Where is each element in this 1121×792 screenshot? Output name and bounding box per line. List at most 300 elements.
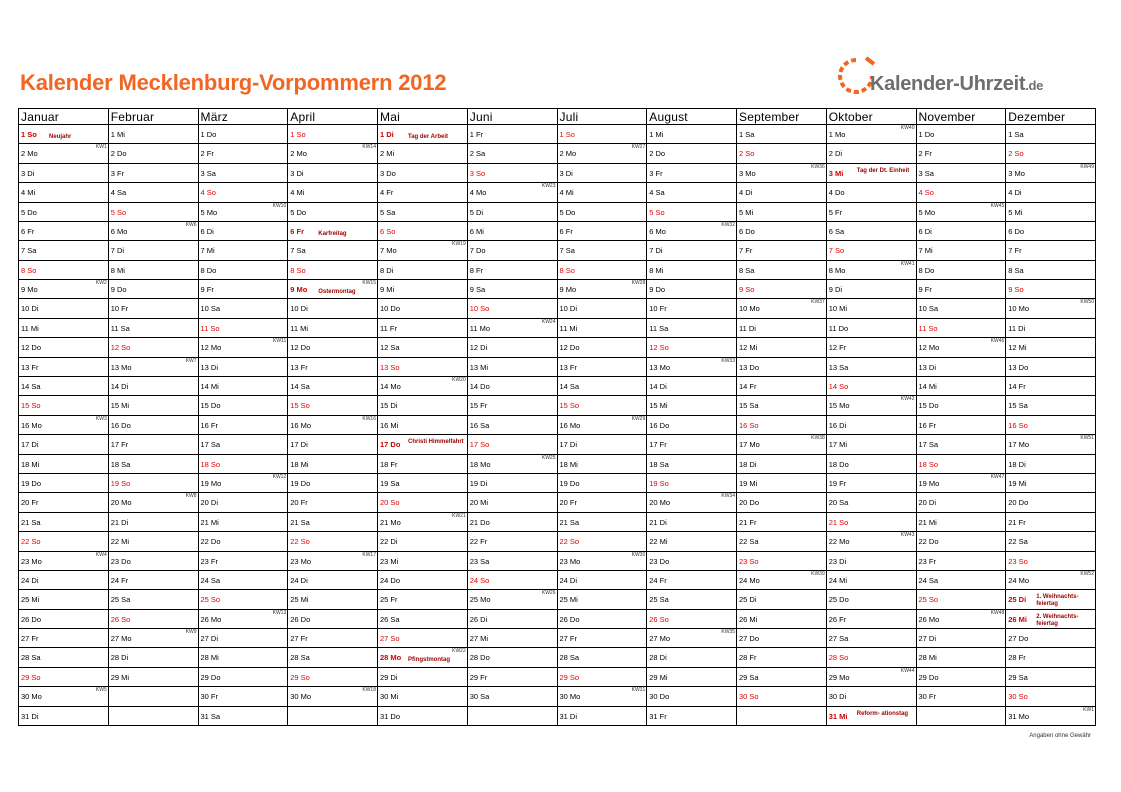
week-number: KW32 xyxy=(721,221,735,228)
day-label: 30 Sa xyxy=(469,692,490,702)
day-cell xyxy=(378,493,468,512)
day-cell xyxy=(647,241,737,260)
day-cell xyxy=(378,144,468,163)
day-cell xyxy=(468,358,558,377)
day-cell xyxy=(647,474,737,493)
day-cell xyxy=(199,552,289,571)
day-label: 26 Sa xyxy=(380,614,400,624)
day-label: 11 Di xyxy=(1008,323,1026,333)
day-label: 22 Mi xyxy=(110,537,130,547)
day-cell xyxy=(468,455,558,474)
day-cell xyxy=(378,319,468,338)
day-label: 19 Do xyxy=(21,478,42,488)
day-cell xyxy=(917,668,1007,687)
day-label: 2 So xyxy=(1008,149,1024,159)
day-cell xyxy=(647,513,737,532)
day-label: 7 Di xyxy=(110,246,125,256)
week-number: KW7 xyxy=(185,357,197,364)
day-cell xyxy=(468,280,558,299)
day-label: 9 Mi xyxy=(380,285,395,295)
day-label: 21 Sa xyxy=(559,517,580,527)
day-label: 22 Mo xyxy=(828,537,850,547)
day-cell xyxy=(1006,358,1096,377)
day-cell xyxy=(1006,513,1096,532)
day-cell xyxy=(917,183,1007,202)
day-cell xyxy=(827,629,917,648)
week-number: KW49 xyxy=(1080,163,1094,170)
day-cell xyxy=(199,241,289,260)
day-label: 22 So xyxy=(290,537,310,547)
day-cell xyxy=(288,280,378,299)
week-number: KW25 xyxy=(541,454,556,461)
day-label: 5 Do xyxy=(559,207,576,217)
day-cell xyxy=(378,125,468,144)
day-cell xyxy=(827,474,917,493)
day-cell xyxy=(827,435,917,454)
day-label: 15 Sa xyxy=(1008,401,1028,411)
day-cell xyxy=(1006,668,1096,687)
day-label: 25 Mi xyxy=(559,595,578,605)
day-label: 2 Fr xyxy=(200,149,214,159)
day-cell xyxy=(737,474,827,493)
day-label: 14 Fr xyxy=(739,382,757,392)
day-label: 15 Sa xyxy=(739,401,759,411)
day-label: 12 Mo xyxy=(200,343,222,353)
day-label: 10 Sa xyxy=(918,304,939,314)
day-cell xyxy=(647,532,737,551)
day-label: 21 Fr xyxy=(1008,517,1026,527)
day-cell xyxy=(558,513,648,532)
day-label: 4 Sa xyxy=(110,188,127,198)
day-label: 11 Sa xyxy=(649,323,669,333)
day-cell xyxy=(19,164,109,183)
day-cell xyxy=(468,552,558,571)
day-cell xyxy=(737,513,827,532)
day-cell xyxy=(288,144,378,163)
week-number: KW2 xyxy=(95,280,107,287)
day-label: 26 So xyxy=(110,614,131,624)
day-cell xyxy=(109,377,199,396)
month-header: September xyxy=(737,109,827,125)
day-cell xyxy=(288,435,378,454)
day-label: 8 So xyxy=(21,265,37,275)
day-label: 14 Di xyxy=(110,382,129,392)
week-number: KW31 xyxy=(631,687,646,694)
day-cell xyxy=(558,455,648,474)
day-label: 10 Di xyxy=(290,304,308,314)
day-label: 2 Fr xyxy=(918,149,932,159)
day-cell xyxy=(558,493,648,512)
day-label: 12 Mi xyxy=(1008,343,1027,353)
day-label: 6 Mi xyxy=(469,226,484,236)
week-number: KW21 xyxy=(452,512,466,519)
day-label: 18 So xyxy=(918,459,939,469)
day-cell xyxy=(737,319,827,338)
day-cell xyxy=(288,261,378,280)
day-label: 25 Sa xyxy=(649,595,669,605)
day-label: 26 Mo xyxy=(918,614,940,624)
day-label: 7 Fr xyxy=(1008,246,1022,256)
day-cell xyxy=(199,222,289,241)
day-cell xyxy=(737,571,827,590)
day-label: 2 Sa xyxy=(469,149,486,159)
day-cell xyxy=(468,532,558,551)
day-cell xyxy=(19,571,109,590)
day-cell xyxy=(827,222,917,241)
day-label: 15 So xyxy=(290,401,310,411)
day-label: 6 Mo xyxy=(110,226,128,236)
day-label: 27 Di xyxy=(200,634,219,644)
day-label: 16 Do xyxy=(649,420,670,430)
day-cell xyxy=(288,629,378,648)
day-label: 18 Fr xyxy=(380,459,398,469)
day-label: 8 Mi xyxy=(110,265,125,275)
day-label: 20 Fr xyxy=(559,498,578,508)
day-label: 20 Fr xyxy=(21,498,39,508)
day-label: 14 Mi xyxy=(200,382,219,392)
day-cell xyxy=(19,377,109,396)
day-label: 18 Do xyxy=(828,459,849,469)
week-number: KW5 xyxy=(95,687,107,694)
day-cell xyxy=(19,416,109,435)
day-label: 6 Do xyxy=(739,226,755,236)
day-cell xyxy=(917,552,1007,571)
day-label: 23 Mo xyxy=(21,556,42,566)
day-label: 11 Mi xyxy=(21,323,39,333)
day-label: 19 Mi xyxy=(739,478,758,488)
day-cell xyxy=(558,590,648,609)
day-cell xyxy=(827,299,917,318)
day-label: 27 Mo xyxy=(649,634,671,644)
day-cell xyxy=(288,377,378,396)
day-cell xyxy=(378,338,468,357)
day-cell xyxy=(19,299,109,318)
day-cell xyxy=(199,532,289,551)
day-label: 19 Sa xyxy=(380,478,400,488)
day-cell xyxy=(288,222,378,241)
week-number: KW28 xyxy=(631,280,646,287)
day-label: 17 Mo xyxy=(1008,440,1030,450)
day-cell xyxy=(199,629,289,648)
day-cell xyxy=(199,493,289,512)
day-label: 31 Di xyxy=(21,711,39,721)
day-label: 12 So xyxy=(649,343,669,353)
day-cell xyxy=(468,513,558,532)
month-header: Februar xyxy=(109,109,199,125)
day-label: 10 Fr xyxy=(110,304,129,314)
day-label: 3 Mo xyxy=(739,168,756,178)
day-label: 10 Mi xyxy=(828,304,848,314)
day-label: 24 Fr xyxy=(649,575,667,585)
holiday-name: Tag der Arbeit xyxy=(408,134,449,140)
day-label: 21 Fr xyxy=(739,517,757,527)
day-label: 6 Di xyxy=(918,226,932,236)
day-cell xyxy=(199,648,289,667)
day-label: 20 Mo xyxy=(110,498,132,508)
day-label: 29 So xyxy=(290,672,310,682)
day-cell xyxy=(1006,241,1096,260)
day-label: 3 Mo xyxy=(1008,168,1025,178)
day-label: 16 So xyxy=(739,420,759,430)
day-label: 18 Mi xyxy=(290,459,309,469)
day-cell xyxy=(917,396,1007,415)
day-label: 28 Sa xyxy=(21,653,41,663)
day-label: 12 Do xyxy=(290,343,311,353)
day-label: 21 Mo xyxy=(380,517,401,527)
day-label: 9 Di xyxy=(828,285,843,295)
day-cell xyxy=(288,319,378,338)
day-cell xyxy=(917,319,1007,338)
day-label: 19 Do xyxy=(559,478,580,488)
day-label: 8 Do xyxy=(200,265,217,275)
day-label: 3 So xyxy=(469,168,486,178)
day-label: 20 Di xyxy=(200,498,219,508)
day-label: 14 So xyxy=(828,382,849,392)
day-label: 10 So xyxy=(469,304,490,314)
day-cell xyxy=(378,203,468,222)
day-cell xyxy=(199,261,289,280)
day-label: 12 Di xyxy=(469,343,488,353)
day-cell xyxy=(378,668,468,687)
day-cell xyxy=(558,338,648,357)
day-label: 1 Mi xyxy=(649,130,664,139)
day-cell xyxy=(917,629,1007,648)
day-cell xyxy=(109,474,199,493)
day-label: 13 Di xyxy=(918,362,937,372)
day-cell xyxy=(558,377,648,396)
day-cell xyxy=(109,590,199,609)
day-cell xyxy=(19,144,109,163)
day-label: 7 Do xyxy=(469,246,486,256)
week-number: KW48 xyxy=(990,609,1005,616)
month-header: Dezember xyxy=(1006,109,1096,125)
day-label: 15 Mi xyxy=(649,401,668,411)
day-cell xyxy=(558,396,648,415)
day-label: 29 Mi xyxy=(110,672,130,682)
day-cell xyxy=(378,299,468,318)
day-label: 11 Di xyxy=(739,323,756,333)
day-cell xyxy=(647,668,737,687)
empty-day-cell xyxy=(468,707,558,726)
day-label: 9 Mo xyxy=(290,285,308,295)
day-cell xyxy=(558,125,648,144)
day-cell xyxy=(1006,648,1096,667)
day-cell xyxy=(19,532,109,551)
day-label: 21 So xyxy=(828,517,849,527)
day-cell xyxy=(468,610,558,629)
week-number: KW37 xyxy=(811,299,825,306)
day-label: 5 Do xyxy=(290,207,307,217)
day-label: 25 Mi xyxy=(290,595,309,605)
day-label: 5 Mi xyxy=(1008,207,1023,217)
week-number: KW43 xyxy=(900,532,915,539)
day-label: 27 Di xyxy=(918,634,937,644)
month-header: Juli xyxy=(558,109,648,125)
day-cell xyxy=(109,222,199,241)
day-label: 23 So xyxy=(1008,556,1028,566)
day-label: 2 So xyxy=(739,149,755,159)
day-label: 11 So xyxy=(200,323,220,333)
day-label: 13 Mo xyxy=(110,362,132,372)
day-cell xyxy=(378,590,468,609)
day-cell xyxy=(199,474,289,493)
day-cell xyxy=(468,338,558,357)
day-cell xyxy=(468,590,558,609)
day-label: 26 Mi xyxy=(1008,614,1028,624)
day-cell xyxy=(917,261,1007,280)
day-label: 27 So xyxy=(380,634,400,644)
day-cell xyxy=(468,435,558,454)
day-label: 27 Do xyxy=(739,634,760,644)
day-cell xyxy=(558,552,648,571)
day-cell xyxy=(468,416,558,435)
day-label: 4 Do xyxy=(828,188,845,198)
day-cell xyxy=(827,280,917,299)
day-label: 11 Mi xyxy=(559,323,578,333)
day-label: 9 Fr xyxy=(200,285,214,295)
month-header: August xyxy=(647,109,737,125)
day-cell xyxy=(917,164,1007,183)
day-cell xyxy=(468,648,558,667)
day-cell xyxy=(199,125,289,144)
day-cell xyxy=(109,164,199,183)
day-label: 7 Sa xyxy=(559,246,575,256)
day-cell xyxy=(827,125,917,144)
day-cell xyxy=(19,474,109,493)
day-cell xyxy=(19,552,109,571)
day-cell xyxy=(199,455,289,474)
week-number: KW13 xyxy=(272,609,287,616)
day-label: 4 So xyxy=(918,188,934,198)
day-cell xyxy=(468,571,558,590)
day-cell xyxy=(917,125,1007,144)
day-cell xyxy=(737,532,827,551)
day-cell xyxy=(917,280,1007,299)
day-cell xyxy=(647,552,737,571)
day-label: 13 Mi xyxy=(469,362,489,372)
day-cell xyxy=(737,183,827,202)
day-label: 8 Sa xyxy=(739,265,755,275)
day-label: 4 Di xyxy=(1008,188,1022,198)
holiday-name: Pfingstmontag xyxy=(408,657,450,664)
day-cell xyxy=(1006,203,1096,222)
day-label: 29 Mi xyxy=(649,672,668,682)
month-header: Januar xyxy=(19,109,109,125)
day-cell xyxy=(378,183,468,202)
day-cell xyxy=(917,513,1007,532)
day-label: 26 Di xyxy=(469,614,488,624)
day-label: 18 Sa xyxy=(110,459,131,469)
day-cell xyxy=(19,435,109,454)
day-cell xyxy=(1006,125,1096,144)
day-cell xyxy=(917,338,1007,357)
day-label: 7 Di xyxy=(649,246,663,256)
day-label: 20 Mi xyxy=(469,498,489,508)
day-label: 30 So xyxy=(1008,692,1028,702)
day-cell xyxy=(288,358,378,377)
day-cell xyxy=(647,377,737,396)
day-cell xyxy=(109,532,199,551)
day-cell xyxy=(647,319,737,338)
day-label: 12 Mi xyxy=(739,343,758,353)
day-cell xyxy=(827,687,917,706)
day-cell xyxy=(19,513,109,532)
day-label: 25 So xyxy=(918,595,939,605)
day-label: 27 Sa xyxy=(828,634,849,644)
day-label: 25 Sa xyxy=(110,595,131,605)
day-label: 29 So xyxy=(21,672,41,682)
day-label: 16 Mo xyxy=(559,420,581,430)
day-cell xyxy=(558,183,648,202)
day-cell xyxy=(917,416,1007,435)
week-number: KW4 xyxy=(95,551,107,558)
logo-name: Kalender-Uhrzeit xyxy=(870,73,1026,95)
week-number: KW9 xyxy=(185,629,197,636)
day-cell xyxy=(1006,338,1096,357)
day-label: 8 Mi xyxy=(649,265,664,275)
day-cell xyxy=(737,435,827,454)
day-cell xyxy=(558,164,648,183)
day-cell xyxy=(1006,493,1096,512)
day-cell xyxy=(1006,319,1096,338)
day-cell xyxy=(737,241,827,260)
day-label: 23 Fr xyxy=(918,556,937,566)
day-cell xyxy=(109,552,199,571)
day-cell xyxy=(827,610,917,629)
day-label: 9 Do xyxy=(110,285,127,295)
day-label: 1 Mo xyxy=(828,130,846,139)
day-label: 16 Mo xyxy=(21,420,42,430)
day-label: 1 Mi xyxy=(110,130,125,139)
day-label: 28 Fr xyxy=(739,653,757,663)
day-cell xyxy=(19,319,109,338)
day-label: 17 Sa xyxy=(200,440,221,450)
day-cell xyxy=(827,183,917,202)
day-cell xyxy=(378,280,468,299)
day-cell xyxy=(199,203,289,222)
day-cell xyxy=(917,571,1007,590)
day-label: 28 Mo xyxy=(380,653,402,663)
day-cell xyxy=(468,474,558,493)
day-label: 18 Di xyxy=(1008,459,1026,469)
day-label: 31 Di xyxy=(559,711,578,721)
day-cell xyxy=(1006,144,1096,163)
day-cell xyxy=(827,319,917,338)
day-cell xyxy=(827,668,917,687)
day-label: 1 Sa xyxy=(1008,130,1024,139)
day-label: 3 Sa xyxy=(918,168,934,178)
day-label: 16 Do xyxy=(110,420,131,430)
day-cell xyxy=(378,474,468,493)
day-label: 25 So xyxy=(200,595,221,605)
day-label: 6 Sa xyxy=(828,226,845,236)
day-cell xyxy=(737,144,827,163)
day-cell xyxy=(288,552,378,571)
day-cell xyxy=(917,299,1007,318)
day-cell xyxy=(288,338,378,357)
day-cell xyxy=(378,377,468,396)
day-cell xyxy=(288,396,378,415)
day-cell xyxy=(109,513,199,532)
day-cell xyxy=(647,648,737,667)
week-number: KW27 xyxy=(631,144,646,151)
day-cell xyxy=(19,280,109,299)
holiday-name: Karfreitag xyxy=(318,230,347,237)
day-cell xyxy=(199,164,289,183)
day-label: 23 Mi xyxy=(380,556,399,566)
day-label: 6 So xyxy=(380,226,396,236)
day-cell xyxy=(109,338,199,357)
